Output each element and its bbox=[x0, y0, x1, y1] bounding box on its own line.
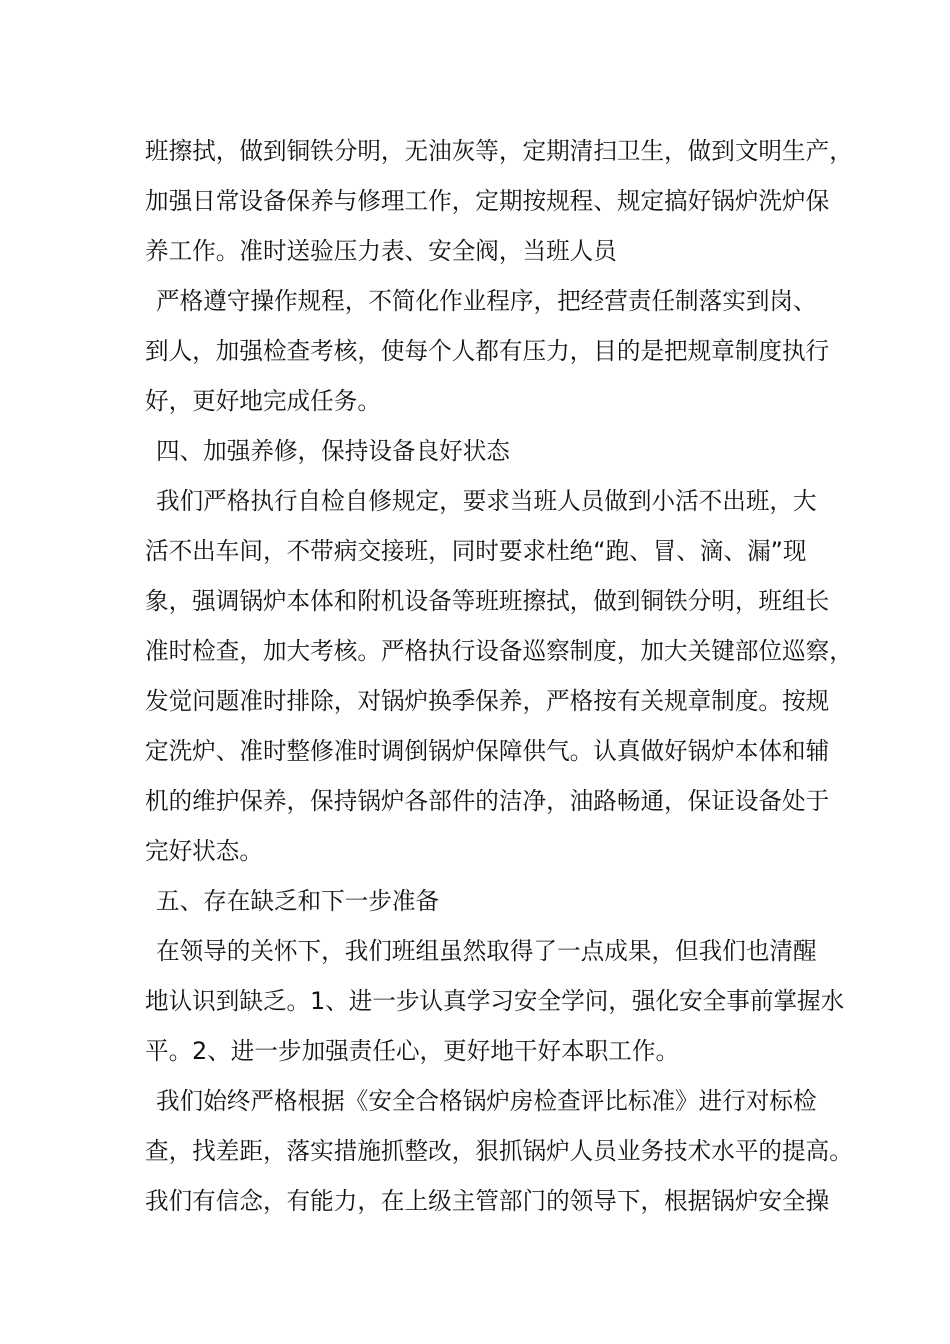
text-line: 好，更好地完成任务。 bbox=[145, 387, 381, 415]
text-line: 养工作。准时送验压力表、安全阀，当班人员 bbox=[145, 237, 617, 265]
text-line: 准时检查，加大考核。严格执行设备巡察制度，加大关键部位巡察， bbox=[145, 637, 853, 665]
text-line: 平。2、进一步加强责任心，更好地干好本职工作。 bbox=[145, 1037, 680, 1065]
paragraph-start-line: 我们始终严格根据《安全合格锅炉房检查评比标准》进行对标检 bbox=[156, 1087, 817, 1115]
text-line: 查，找差距，落实措施抓整改，狠抓锅炉人员业务技术水平的提高。 bbox=[145, 1137, 853, 1165]
text-line: 到人，加强检查考核，使每个人都有压力，目的是把规章制度执行 bbox=[145, 337, 830, 365]
text-line: 象，强调锅炉本体和附机设备等班班擦拭，做到铜铁分明，班组长 bbox=[145, 587, 830, 615]
text-line: 完好状态。 bbox=[145, 837, 263, 865]
text-line: 活不出车间，不带病交接班，同时要求杜绝“跑、冒、滴、漏”现 bbox=[145, 537, 807, 565]
text-line: 定洗炉、准时整修准时调倒锅炉保障供气。认真做好锅炉本体和辅 bbox=[145, 737, 830, 765]
text-line: 机的维护保养，保持锅炉各部件的洁净，油路畅通，保证设备处于 bbox=[145, 787, 830, 815]
text-line: 加强日常设备保养与修理工作，定期按规程、规定搞好锅炉洗炉保 bbox=[145, 187, 830, 215]
text-line: 我们有信念，有能力，在上级主管部门的领导下，根据锅炉安全操 bbox=[145, 1187, 830, 1215]
section-heading: 四、加强养修，保持设备良好状态 bbox=[156, 437, 510, 465]
paragraph-start-line: 严格遵守操作规程，不简化作业程序，把经营责任制落实到岗、 bbox=[156, 287, 817, 315]
text-line: 地认识到缺乏。1、进一步认真学习安全学问，强化安全事前掌握水 bbox=[145, 987, 845, 1015]
paragraph-start-line: 在领导的关怀下，我们班组虽然取得了一点成果，但我们也清醒 bbox=[156, 937, 817, 965]
text-line: 班擦拭，做到铜铁分明，无油灰等，定期清扫卫生，做到文明生产， bbox=[145, 137, 853, 165]
section-heading: 五、存在缺乏和下一步准备 bbox=[156, 887, 440, 915]
text-line: 发觉问题准时排除，对锅炉换季保养，严格按有关规章制度。按规 bbox=[145, 687, 830, 715]
paragraph-start-line: 我们严格执行自检自修规定，要求当班人员做到小活不出班，大 bbox=[156, 487, 817, 515]
